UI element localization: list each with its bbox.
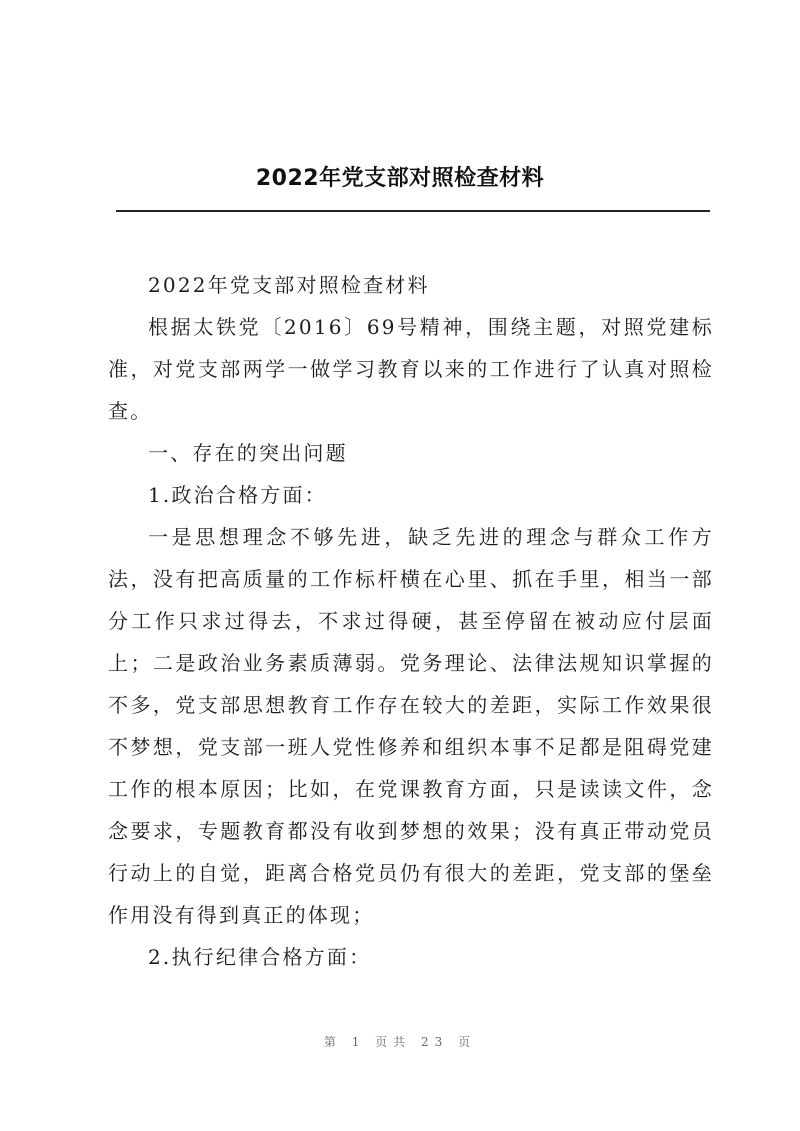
paragraph-body: 一是思想理念不够先进，缺乏先进的理念与群众工作方法，没有把高质量的工作标杆横在心里、抓在手里，相当一部分工作只求过得去，不求过得硬，甚至停留在被动应付层面上；二是政治业务素质薄弱。党务理论、法律法规知识掌握的不多，党支部思想教育工作存在较大的差距，实际工作效果很不梦想，党支部一班人党性修养和组织本事不足都是阻碍党建工作的根本原因；比如，在党课教育方面，只是读读文件，念念要求，专题教育都没有收到梦想的效果；没有真正带动党员行动上的自觉，距离合格党员仍有很大的差距，党支部的堡垒作用没有得到真正的体现； (108, 525, 714, 927)
title-divider (116, 210, 710, 212)
paragraph-intro: 根据太铁党〔2016〕69号精神，围绕主题，对照党建标准，对党支部两学一做学习教育以来的工作进行了认真对照检查。 (108, 315, 714, 423)
page-number-footer: 第 1 页共 23 页 (323, 1035, 477, 1049)
subsection-heading: 2.执行纪律合格方面： (148, 945, 372, 969)
document-body (108, 264, 714, 978)
subsection-heading: 1.政治合格方面： (148, 483, 327, 507)
page-title: 2022年党支部对照检查材料 (255, 166, 545, 191)
section-heading: 一、存在的突出问题 (148, 441, 348, 465)
paragraph-heading-repeat: 2022年党支部对照检查材料 (148, 273, 430, 297)
